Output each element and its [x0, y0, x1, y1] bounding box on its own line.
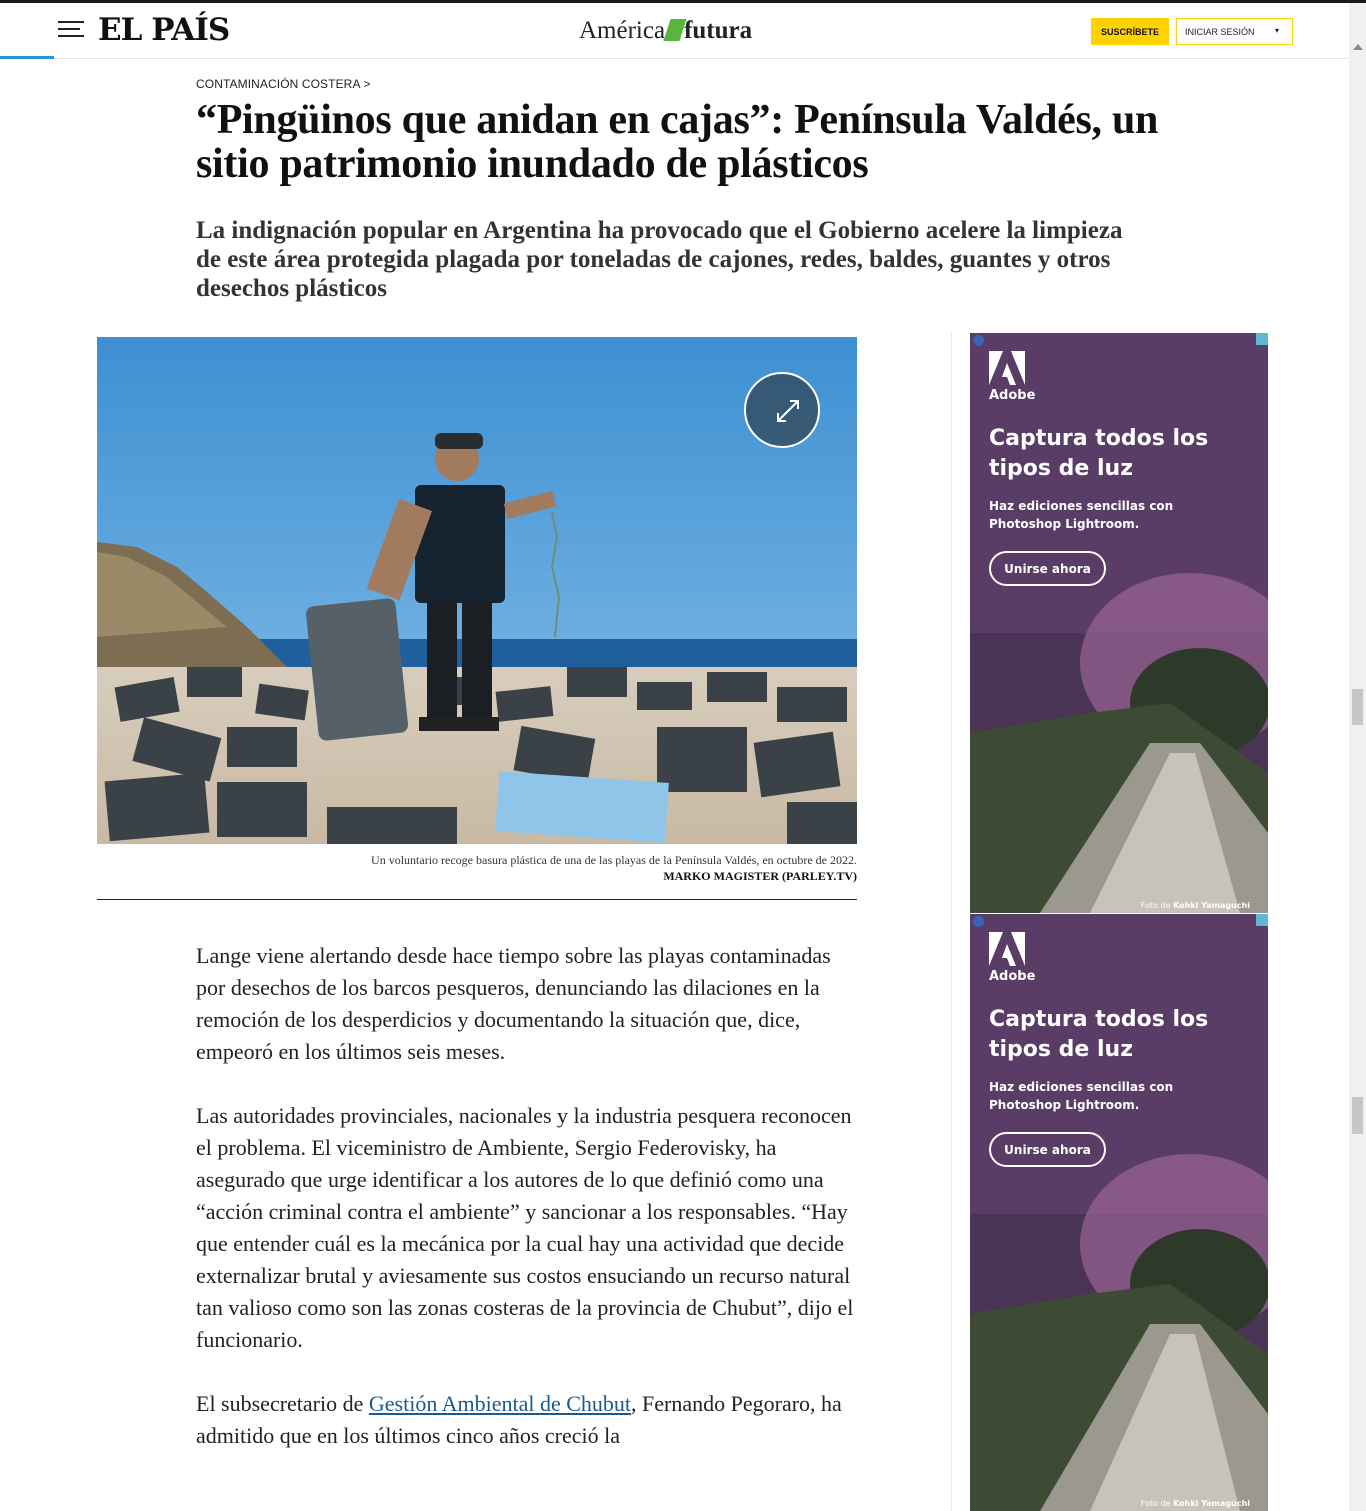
ad-brand: Adobe [989, 388, 1036, 403]
beach-plastic-photo-illustration [97, 337, 857, 844]
paragraph-3 [196, 1388, 861, 1452]
ad-title: Captura todos los tipos de luz [989, 1007, 1209, 1062]
ad-choices-icon[interactable] [1256, 914, 1268, 926]
photo-caption-text: Un voluntario recoge basura plástica de una de las playas de la Península Valdés, en octubre de 2022. [371, 853, 857, 867]
hamburger-menu-icon[interactable] [58, 21, 84, 39]
paragraph-1: Lange viene alertando desde hace tiempo sobre las playas contaminadas por desechos de los barcos pesqueros, denunciando las dilaciones en la remoción de los desperdicios y documentando la situación que, dice, empeoró en los últimos seis meses. [196, 943, 831, 1064]
paragraph-2: Las autoridades provinciales, nacionales y la industria pesquera reconocen el problema. El viceministro de Ambiente, Sergio Federovisky, ha asegurado que urge identificar a los autores de lo que definió como una “acción criminal contra el ambiente” y sancionar a los responsables. “Hay que entender cuál es la mecánica por la cual hay una actividad que decide externalizar brutal y aviesamente sus costos ensuciando un recurso natural tan valioso como son las zonas costeras de la provincia de Chubut”, dijo el funcionario. [196, 1103, 854, 1352]
subscribe-button[interactable]: SUSCRÍBETE [1091, 18, 1169, 45]
ad-title: Captura todos los tipos de luz [989, 426, 1209, 481]
caret-down-icon: ▾ [1274, 26, 1279, 35]
adobe-ad-1[interactable] [970, 333, 1268, 913]
paragraph-3-text-end: , Fernando Pegoraro, ha admitido que en los últimos cinco años creció la [196, 1391, 842, 1448]
ad-join-button[interactable]: Unirse ahora [989, 1132, 1106, 1167]
ad-info-icon[interactable] [973, 916, 984, 927]
ad-background-image [970, 333, 1268, 913]
ad-background-image [970, 914, 1268, 1511]
article-body [196, 940, 861, 1484]
site-header [0, 3, 1349, 59]
expand-photo-button[interactable] [744, 372, 820, 448]
login-label: INICIAR SESIÓN [1185, 26, 1255, 37]
ad-credit-name: Kohki Yamaguchi [1173, 901, 1250, 910]
photo-caption [97, 852, 857, 884]
adobe-logo-icon [989, 351, 1025, 385]
brand-part-futura: futura [684, 17, 753, 44]
article-subheadline: La indignación popular en Argentina ha provocado que el Gobierno acelere la limpieza de este área protegida plagada por toneladas de cajones, redes, baldes, guantes y otros desechos plásticos [196, 217, 1123, 302]
america-futura-brand[interactable] [579, 17, 752, 45]
el-pais-logo[interactable]: EL PAÍS [98, 12, 230, 48]
section-kicker-link[interactable]: CONTAMINACIÓN COSTERA > [196, 77, 371, 91]
photo-credit: MARKO MAGISTER (PARLEY.TV) [663, 869, 857, 883]
scrollbar-thumb-secondary[interactable] [1352, 1097, 1363, 1134]
reading-progress-bar [0, 56, 54, 59]
brand-part-america: América [579, 17, 666, 44]
scrollbar-track[interactable] [1349, 3, 1366, 1511]
ad-join-button[interactable]: Unirse ahora [989, 551, 1106, 586]
article-headline: “Pingüinos que anidan en cajas”: Península Valdés, un sitio patrimonio inundado de plásticos [196, 97, 1159, 187]
ad-photo-credit [1141, 1499, 1250, 1508]
ad-text: Haz ediciones sencillas con Photoshop Lightroom. [989, 499, 1174, 531]
ad-credit-name: Kohki Yamaguchi [1173, 1499, 1250, 1508]
ad-text: Haz ediciones sencillas con Photoshop Lightroom. [989, 1080, 1174, 1112]
gestion-ambiental-chubut-link[interactable]: Gestión Ambiental de Chubut [368, 1391, 632, 1416]
sidebar-divider [951, 332, 952, 1511]
caption-divider [97, 899, 857, 900]
scroll-up-arrow-icon[interactable] [1353, 44, 1363, 50]
adobe-logo-icon [989, 932, 1025, 966]
ad-credit-prefix: Foto de [1140, 1499, 1174, 1508]
ad-choices-icon[interactable] [1256, 333, 1268, 345]
expand-arrows-icon [752, 375, 824, 447]
ad-brand: Adobe [989, 969, 1036, 984]
ad-photo-credit [1141, 901, 1250, 910]
article-photo[interactable] [97, 337, 857, 844]
ad-info-icon[interactable] [973, 335, 984, 346]
paragraph-3-text-start: El subsecretario de [196, 1391, 369, 1416]
ad-credit-prefix: Foto de [1140, 901, 1174, 910]
adobe-ad-2[interactable] [970, 914, 1268, 1511]
login-button[interactable] [1176, 18, 1293, 45]
scrollbar-thumb[interactable] [1352, 689, 1363, 725]
